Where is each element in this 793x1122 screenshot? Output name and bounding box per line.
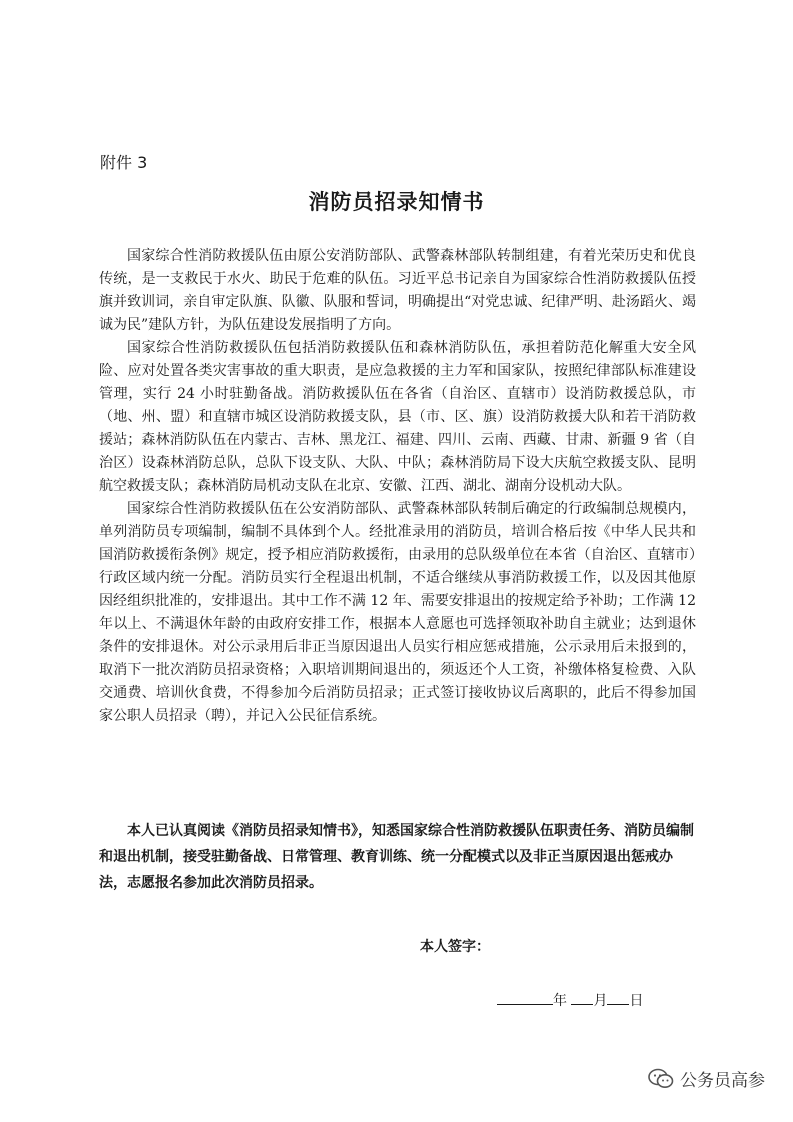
month-label: 月 bbox=[593, 993, 608, 1009]
wechat-icon bbox=[648, 1068, 674, 1090]
document-body bbox=[99, 245, 696, 728]
signature-label: 本人签字： bbox=[420, 939, 490, 955]
document-title: 消防员招录知情书 bbox=[308, 190, 485, 214]
declaration-statement: 本人已认真阅读《消防员招录知情书》，知悉国家综合性消防救援队伍职责任务、消防员编制和退出机制，接受驻勤备战、日常管理、教育训练、统一分配模式以及非正当原因退出惩戒办法，志愿报名参加此次消防员招录。 bbox=[99, 823, 694, 891]
paragraph-organization: 国家综合性消防救援队伍包括消防救援队伍和森林消防队伍，承担着防范化解重大安全风险、应对处置各类灾害事故的重大职责，是应急救援的主力军和国家队，按照纪律部队标准建设管理，实行 24 小时驻勤备战。消防救援队伍在各省（自治区、直辖市）设消防救援总队，市（地、州、盟）和直辖市城区设消防救援支队，县（市、区、旗）设消防救援大队和若干消防救援站；森林消防队伍在内蒙古、吉林、黑龙江、福建、四川、云南、西藏、甘肃、新疆 9 省（自治区）设森林消防总队，总队下设支队、大队、中队；森林消防局下设大庆航空救援支队、昆明航空救援支队；森林消防局机动支队在北京、安徽、江西、湖北、湖南分设机动大队。 bbox=[99, 340, 696, 494]
day-blank bbox=[607, 990, 629, 1005]
day-label: 日 bbox=[629, 993, 644, 1009]
watermark bbox=[648, 1066, 765, 1091]
paragraph-staffing-exit: 国家综合性消防救援队伍在公安消防部队、武警森林部队转制后确定的行政编制总规模内，单列消防员专项编制，编制不具体到个人。经批准录用的消防员，培训合格后按《中华人民共和国消防救援衔条例》规定，授予相应消防救援衔，由录用的总队级单位在本省（自治区、直辖市）行政区域内统一分配。消防员实行全程退出机制，不适合继续从事消防救援工作，以及因其他原因经组织批准的，安排退出。其中工作不满 12 年、需要安排退出的按规定给予补助；工作满 12 年以上、不满退休年龄的由政府安排工作，根据本人意愿也可选择领取补助自主就业；达到退休条件的安排退休。对公示录用后非正当原因退出人员实行相应惩戒措施，公示录用后未报到的，取消下一批次消防员招录资格；入职培训期间退出的，须返还个人工资，补缴体格复检费、入队交通费、培训伙食费，不得参加今后消防员招录；正式签订接收协议后离职的，此后不得参加国家公职人员招录（聘），并记入公民征信系统。 bbox=[99, 501, 696, 724]
date-line bbox=[497, 990, 643, 1010]
year-label: 年 bbox=[553, 993, 567, 1009]
watermark-text: 公务员高参 bbox=[680, 1071, 765, 1091]
paragraph-intro: 国家综合性消防救援队伍由原公安消防部队、武警森林部队转制组建，有着光荣历史和优良传统，是一支救民于水火、助民于危难的队伍。习近平总书记亲自为国家综合性消防救援队伍授旗并致训词，亲自审定队旗、队徽、队服和誓词，明确提出“对党忠诚、纪律严明、赴汤蹈火、竭诚为民”建队方针，为队伍建设发展指明了方向。 bbox=[99, 248, 696, 333]
month-blank bbox=[571, 990, 593, 1005]
year-blank bbox=[497, 990, 553, 1005]
attachment-label: 附件 3 bbox=[100, 153, 148, 172]
